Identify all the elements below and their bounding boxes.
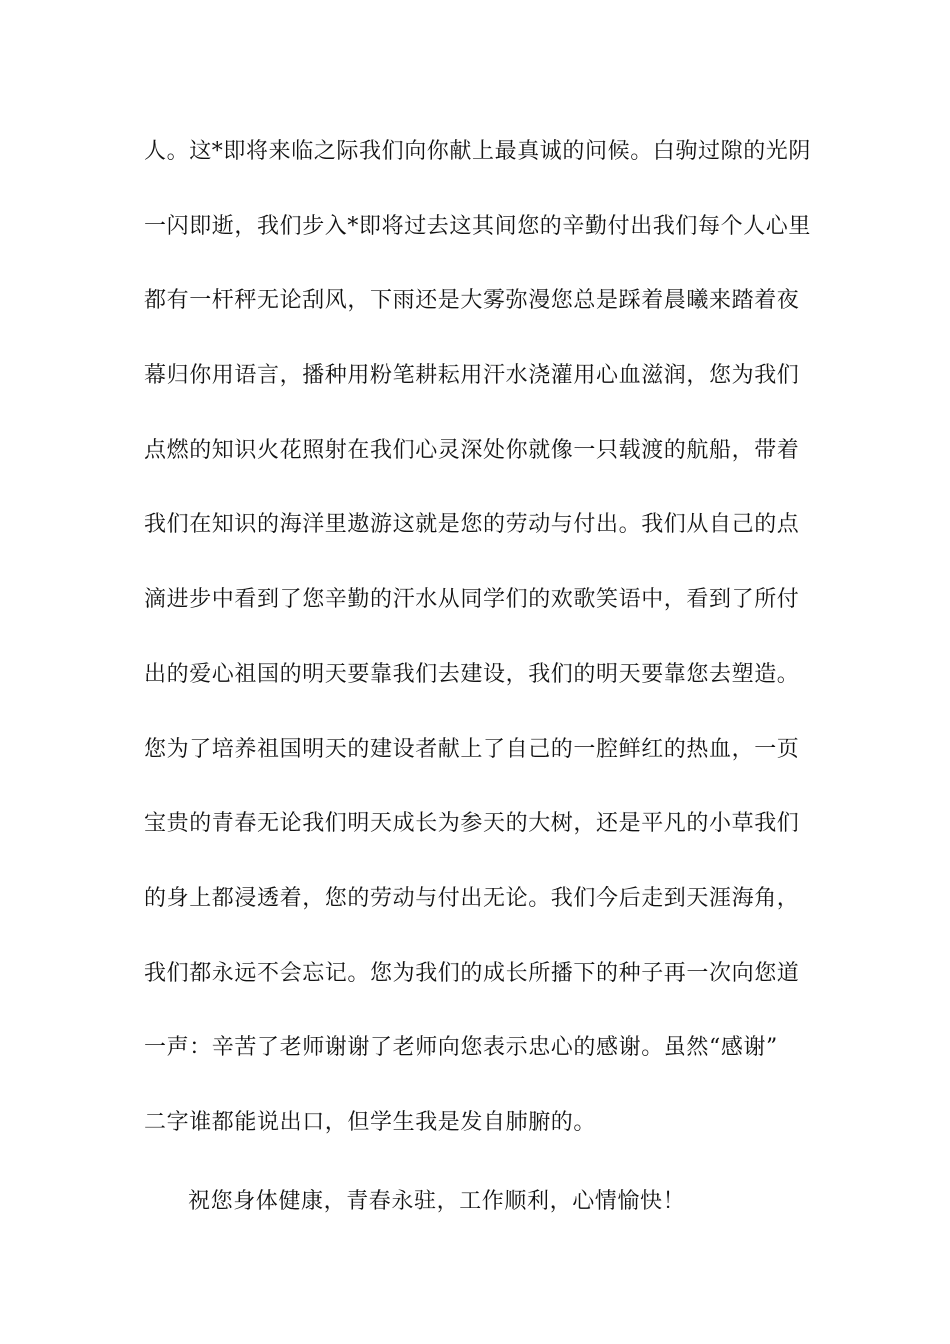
text-line: 的身上都浸透着，您的劳动与付出无论。我们今后走到天涯海角， bbox=[144, 885, 800, 911]
body-text bbox=[144, 132, 812, 1178]
text-line: 您为了培养祖国明天的建设者献上了自己的一腔鲜红的热血，一页 bbox=[144, 736, 800, 762]
text-line: 二字谁都能说出口，但学生我是发自肺腑的。 bbox=[144, 1109, 597, 1135]
text-line: 幕归你用语言，播种用粉笔耕耘用汗水浇灌用心血滋润，您为我们 bbox=[144, 363, 800, 389]
text-line: 出的爱心祖国的明天要靠我们去建设，我们的明天要靠您去塑造。 bbox=[144, 661, 800, 687]
text-line: 我们都永远不会忘记。您为我们的成长所播下的种子再一次向您道 bbox=[144, 960, 800, 986]
text-line: 滴进步中看到了您辛勤的汗水从同学们的欢歌笑语中，看到了所付 bbox=[144, 587, 800, 613]
text-line: 人。这*即将来临之际我们向你献上最真诚的问候。白驹过隙的光阴 bbox=[144, 139, 812, 164]
text-line: 一闪即逝，我们步入*即将过去这其间您的辛勤付出我们每个人心里 bbox=[144, 213, 812, 239]
text-line: 点燃的知识火花照射在我们心灵深处你就像一只载渡的航船，带着 bbox=[144, 437, 800, 463]
text-line: 宝贵的青春无论我们明天成长为参天的大树，还是平凡的小草我们 bbox=[144, 811, 800, 837]
closing-line: 祝您身体健康，青春永驻，工作顺利，心情愉快！ bbox=[188, 1189, 686, 1214]
text-line: 都有一杆秤无论刮风，下雨还是大雾弥漫您总是踩着晨曦来踏着夜 bbox=[144, 288, 800, 314]
text-line: 我们在知识的海洋里遨游这就是您的劳动与付出。我们从自己的点 bbox=[144, 512, 800, 538]
text-line: 一声：辛苦了老师谢谢了老师向您表示忠心的感谢。虽然“感谢” bbox=[144, 1035, 778, 1061]
